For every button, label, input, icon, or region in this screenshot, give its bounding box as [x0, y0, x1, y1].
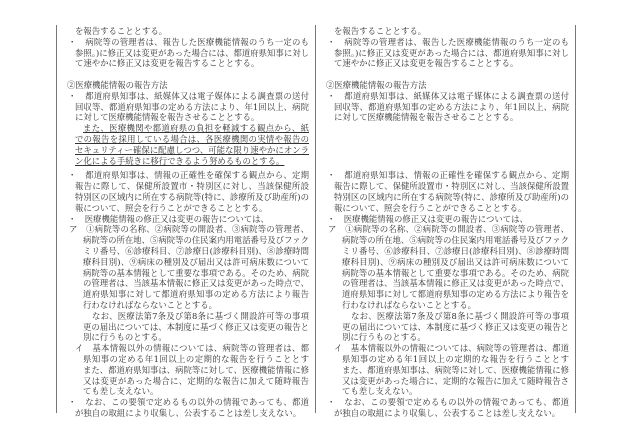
line-text: に対して医療機能情報を報告させることとする。 [334, 112, 519, 123]
line-text: セキュリティー確保に配慮しつつ、可能な限り速やかにオンラ [75, 144, 309, 155]
line-text: の管理者は、当該基本情報に修正又は変更があった時点で、 [342, 278, 569, 289]
line-text: 行わなければならないこととする。 [83, 299, 217, 310]
line-text: 別に行うものとする。 [342, 332, 426, 343]
text-line [57, 192, 309, 203]
line-text: 病院等の基本情報として重要な事項である。そのため、病院 [342, 267, 569, 278]
line-text: ・ 都道府県知事は、紙媒体又は電子媒体による調査票の送付 [327, 90, 569, 101]
line-text: イ 基本情報以外の情報については、病院等の管理者は、都道 [334, 343, 569, 354]
line-text: また、都道府県知事は、病院等に対して、医療機能情報に修 [83, 364, 309, 375]
line-text: 報告に際して、保健所設置市・特別区に対し、当該保健所設 [75, 181, 309, 192]
line-text: 療科目別)、⑨病床の種別及び届出又は許可病床数について [83, 256, 309, 267]
text-line [316, 112, 569, 123]
text-line [57, 386, 309, 397]
line-text: ・ 病院等の管理者は、報告した医療機能情報のうち一定のも [327, 36, 569, 47]
text-line [316, 332, 569, 343]
text-line [316, 214, 569, 225]
text-line [57, 37, 309, 48]
line-text: ア ①病院等の名称、②病院等の開設者、③病院等の管理者、 [69, 224, 309, 235]
text-line [316, 91, 569, 102]
line-text: に対して医療機能情報を報告させることとする。 [75, 112, 260, 123]
text-line [57, 102, 309, 113]
text-line [57, 322, 309, 333]
text-line [316, 58, 569, 69]
line-text: が独自の取組により収集し、公表することは差し支えない。 [334, 407, 561, 418]
line-text: 報告に際して、保健所設置市・特別区に対し、当該保健所設置 [334, 181, 569, 192]
line-text: 又は変更があった場合に、定期的な報告に加えて随時報告さ [342, 375, 569, 386]
line-text: 県知事の定める年1回以上の定期的な報告を行うこととす [342, 353, 569, 364]
text-line [57, 112, 309, 123]
text-line [316, 37, 569, 48]
text-line [316, 397, 569, 408]
amended-text-line [57, 145, 309, 156]
line-text: ・ なお、この要領で定めるもの以外の情報であっても、都道 [68, 397, 309, 408]
line-text: 道府県知事に対して都道府県知事の定める方法により報告 [83, 289, 309, 300]
line-text: ・ 医療機能情報の修正又は変更の報告については、 [68, 213, 269, 224]
line-text: 報について、照会を行うことができることとする。 [334, 202, 527, 213]
text-line [57, 170, 309, 181]
line-text: が独自の取組により収集し、公表することは差し支えない。 [75, 407, 302, 418]
text-line [57, 408, 309, 419]
text-line [57, 354, 309, 365]
text-line [316, 376, 569, 387]
text-line [316, 354, 569, 365]
line-text: 特別区の区域内に所在する病院等(特に、診療所及び助産所)の [334, 191, 569, 202]
line-text: 道府県知事に対して都道府県知事の定める方法により報告を [342, 289, 569, 300]
text-line [316, 278, 569, 289]
text-line [316, 48, 569, 59]
text-line [316, 300, 569, 311]
line-text: ・ 病院等の管理者は、報告した医療機能情報のうち一定のも [68, 36, 309, 47]
line-text: ・ 都道府県知事は、情報の正確性を確保する観点から、定期 [327, 170, 569, 181]
line-text: また、医療機関や都道府県の負担を軽減する観点から、紙 [83, 123, 309, 134]
text-line [316, 192, 569, 203]
text-line [316, 408, 569, 419]
line-text: ・ 都道府県知事は、紙媒体又は電子媒体による調査票の送付 [68, 90, 309, 101]
line-text: 参照。)に修正又は変更があった場合には、都道府県知事に対し [75, 47, 309, 58]
line-text: 療科目別)、⑨病床の種別及び届出又は許可病床数について [342, 256, 569, 267]
line-text: ・ 医療機能情報の修正又は変更の報告については、 [327, 213, 528, 224]
text-line [316, 224, 569, 235]
text-line [57, 289, 309, 300]
text-line [57, 257, 309, 268]
current-text-lines [316, 26, 569, 419]
amended-text-line [57, 134, 309, 145]
blank-line [316, 134, 569, 145]
text-line [57, 203, 309, 214]
blank-line [316, 123, 569, 134]
line-text: 更の届出については、本制度に基づく修正又は変更の報告と [83, 321, 309, 332]
line-text: ン化による手続きに移行できるよう努めるものとする。 [75, 155, 285, 166]
text-line [57, 376, 309, 387]
line-text: を報告することとする。 [75, 26, 168, 36]
text-line [57, 246, 309, 257]
amended-text-line [57, 156, 309, 167]
line-text: を報告することとする。 [334, 26, 427, 36]
text-line [316, 268, 569, 279]
line-text: ミリ番号、⑥診療科目、⑦診療日(診療科目別)、⑧診療時間 [83, 245, 309, 256]
text-line [316, 289, 569, 300]
line-text: 病院等の所在地、⑤病院等の住民案内用電話番号及びファク [83, 235, 309, 246]
line-text: 回収等、都道府県知事の定める方法により、年1回以上、病院 [75, 101, 309, 112]
current-text-column [315, 25, 576, 418]
text-line [57, 311, 309, 322]
line-text: 参照。)に修正又は変更があった場合には、都道府県知事に対し [334, 47, 569, 58]
text-line [57, 235, 309, 246]
line-text: て速やかに修正又は変更を報告することとする。 [75, 58, 260, 69]
text-line [57, 181, 309, 192]
text-line [57, 58, 309, 69]
line-text: ミリ番号、⑥診療科目、⑦診療日(診療科目別)、⑧診療時間 [342, 245, 569, 256]
text-line [316, 181, 569, 192]
line-text: ア ①病院等の名称、②病院等の開設者、③病院等の管理者、 [328, 224, 569, 235]
text-line [57, 365, 309, 376]
text-line [316, 257, 569, 268]
line-text: 別に行うものとする。 [83, 332, 167, 343]
line-text: イ 基本情報以外の情報については、病院等の管理者は、都 [75, 343, 309, 354]
line-text: ・ 都道府県知事は、情報の正確性を確保する観点から、定期 [68, 170, 309, 181]
line-text: 特別区の区域内に所在する病院等(特に、診療所及び助産所)の [75, 191, 309, 202]
text-line [316, 343, 569, 354]
line-text: 病院等の基本情報として重要な事項である。そのため、病院 [83, 267, 309, 278]
line-text: 病院等の所在地、⑤病院等の住民案内用電話番号及びファク [342, 235, 569, 246]
line-text: なお、医療法第7条及び第8条に基づく開設許可等の事項 [351, 310, 569, 321]
text-line [57, 268, 309, 279]
line-text: 回収等、都道府県知事の定める方法により、年1回以上、病院 [334, 101, 569, 112]
line-text: での報告を採用している場合は、各医療機関の実情や報告の [75, 133, 309, 144]
blank-line [316, 145, 569, 156]
text-line [57, 224, 309, 235]
text-line [57, 332, 309, 343]
text-line [57, 397, 309, 408]
text-line [316, 365, 569, 376]
text-line [316, 203, 569, 214]
text-line [316, 311, 569, 322]
line-text: 又は変更があった場合に、定期的な報告に加えて随時報告 [83, 375, 309, 386]
spacer [57, 69, 309, 80]
line-text: ・ なお、この要領で定めるもの以外の情報であっても、都道 [327, 397, 569, 408]
text-line [316, 170, 569, 181]
blank-line [316, 156, 569, 167]
line-text: ②医療機能情報の報告方法 [67, 79, 168, 90]
text-line [316, 102, 569, 113]
text-line [57, 278, 309, 289]
text-line [57, 214, 309, 225]
text-line [316, 80, 569, 91]
text-line [57, 48, 309, 59]
line-text: て速やかに修正又は変更を報告することとする。 [334, 58, 519, 69]
spacer [316, 69, 569, 80]
text-line [57, 91, 309, 102]
line-text: 報について、照会を行うことができることとする。 [75, 202, 268, 213]
text-line [316, 26, 569, 37]
text-line [57, 343, 309, 354]
text-line [316, 322, 569, 333]
line-text: の管理者は、当該基本情報に修正又は変更があった時点で、 [83, 278, 309, 289]
line-text: 県知事の定める年1回以上の定期的な報告を行うこととす [83, 353, 309, 364]
text-line [57, 80, 309, 91]
line-text: なお、医療法第7条及び第8条に基づく開設許可等の事項 [92, 310, 309, 321]
line-text: ②医療機能情報の報告方法 [326, 79, 427, 90]
revised-text-lines [57, 26, 309, 419]
line-text: 行わなければならないこととする。 [342, 299, 476, 310]
line-text: 更の届出については、本制度に基づく修正又は変更の報告と [342, 321, 569, 332]
line-text: ても差し支えない。 [342, 386, 418, 397]
revised-text-column [56, 25, 315, 418]
text-line [57, 26, 309, 37]
text-line [316, 246, 569, 257]
line-text: また、都道府県知事は、病院等に対して、医療機能情報に修 [342, 364, 569, 375]
amended-text-line [57, 123, 309, 134]
text-line [57, 300, 309, 311]
text-line [316, 386, 569, 397]
line-text: ても差し支えない。 [83, 386, 159, 397]
text-line [316, 235, 569, 246]
